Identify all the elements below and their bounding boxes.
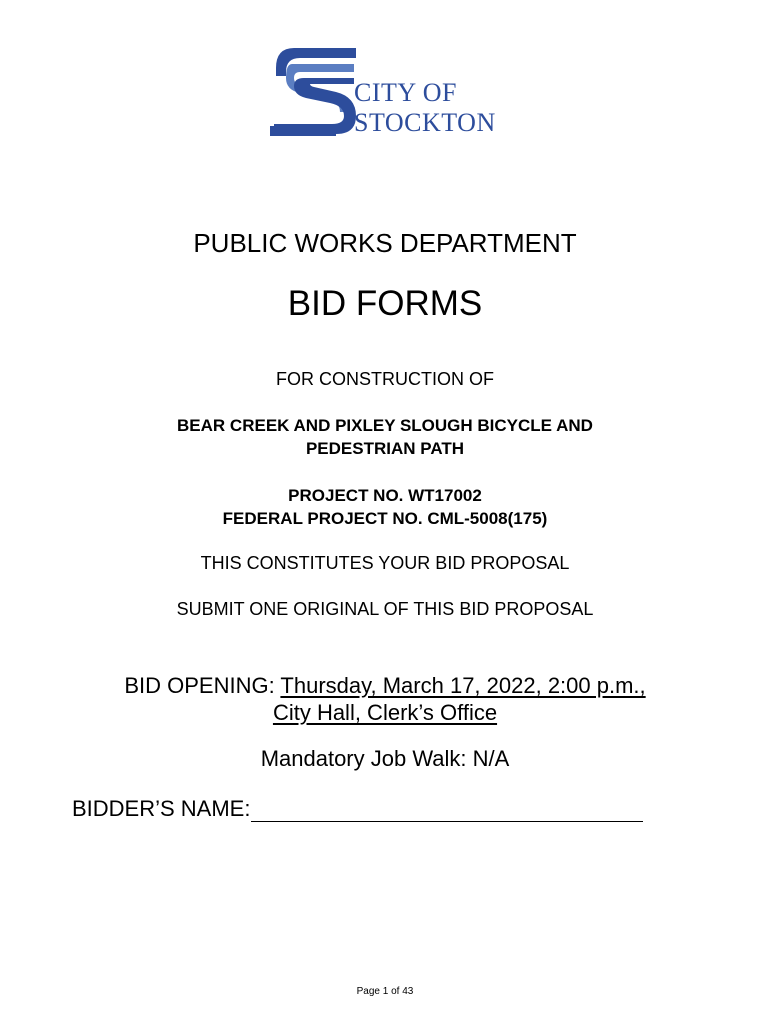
job-walk-info: Mandatory Job Walk: N/A	[260, 746, 510, 771]
page-number: Page 1 of 43	[356, 986, 414, 997]
project-numbers	[0, 484, 770, 530]
bid-opening-line1	[0, 672, 770, 699]
federal-project-number: FEDERAL PROJECT NO. CML-5008(175)	[222, 509, 548, 528]
bidder-name-field	[72, 793, 643, 822]
project-name-line1: BEAR CREEK AND PIXLEY SLOUGH BICYCLE AND	[177, 416, 593, 435]
bid-proposal-notice: THIS CONSTITUTES YOUR BID PROPOSAL	[200, 553, 570, 573]
bidder-name-blank-line[interactable]	[251, 799, 643, 822]
bid-opening-line2	[0, 699, 770, 726]
project-name-line2: PEDESTRIAN PATH	[305, 439, 465, 458]
bid-opening-label: BID OPENING:	[124, 673, 275, 698]
project-name	[0, 414, 770, 460]
city-of-stockton-logo	[270, 42, 520, 138]
submit-original-notice: SUBMIT ONE ORIGINAL OF THIS BID PROPOSAL	[176, 599, 594, 619]
project-number: PROJECT NO. WT17002	[288, 486, 482, 505]
document-title: BID FORMS	[287, 284, 483, 323]
department-heading: PUBLIC WORKS DEPARTMENT	[193, 228, 577, 258]
logo-text-city-of: CITY OF	[354, 78, 457, 107]
logo-text-stockton: STOCKTON	[354, 108, 496, 137]
bid-opening-location: City Hall, Clerk’s Office	[272, 700, 498, 725]
construction-intro: FOR CONSTRUCTION OF	[276, 369, 494, 389]
bid-opening-block	[0, 672, 770, 726]
stockton-s-emblem-icon	[270, 42, 356, 138]
bid-opening-datetime: Thursday, March 17, 2022, 2:00 p.m.,	[280, 673, 646, 698]
bidder-name-label: BIDDER’S NAME:	[72, 796, 251, 821]
